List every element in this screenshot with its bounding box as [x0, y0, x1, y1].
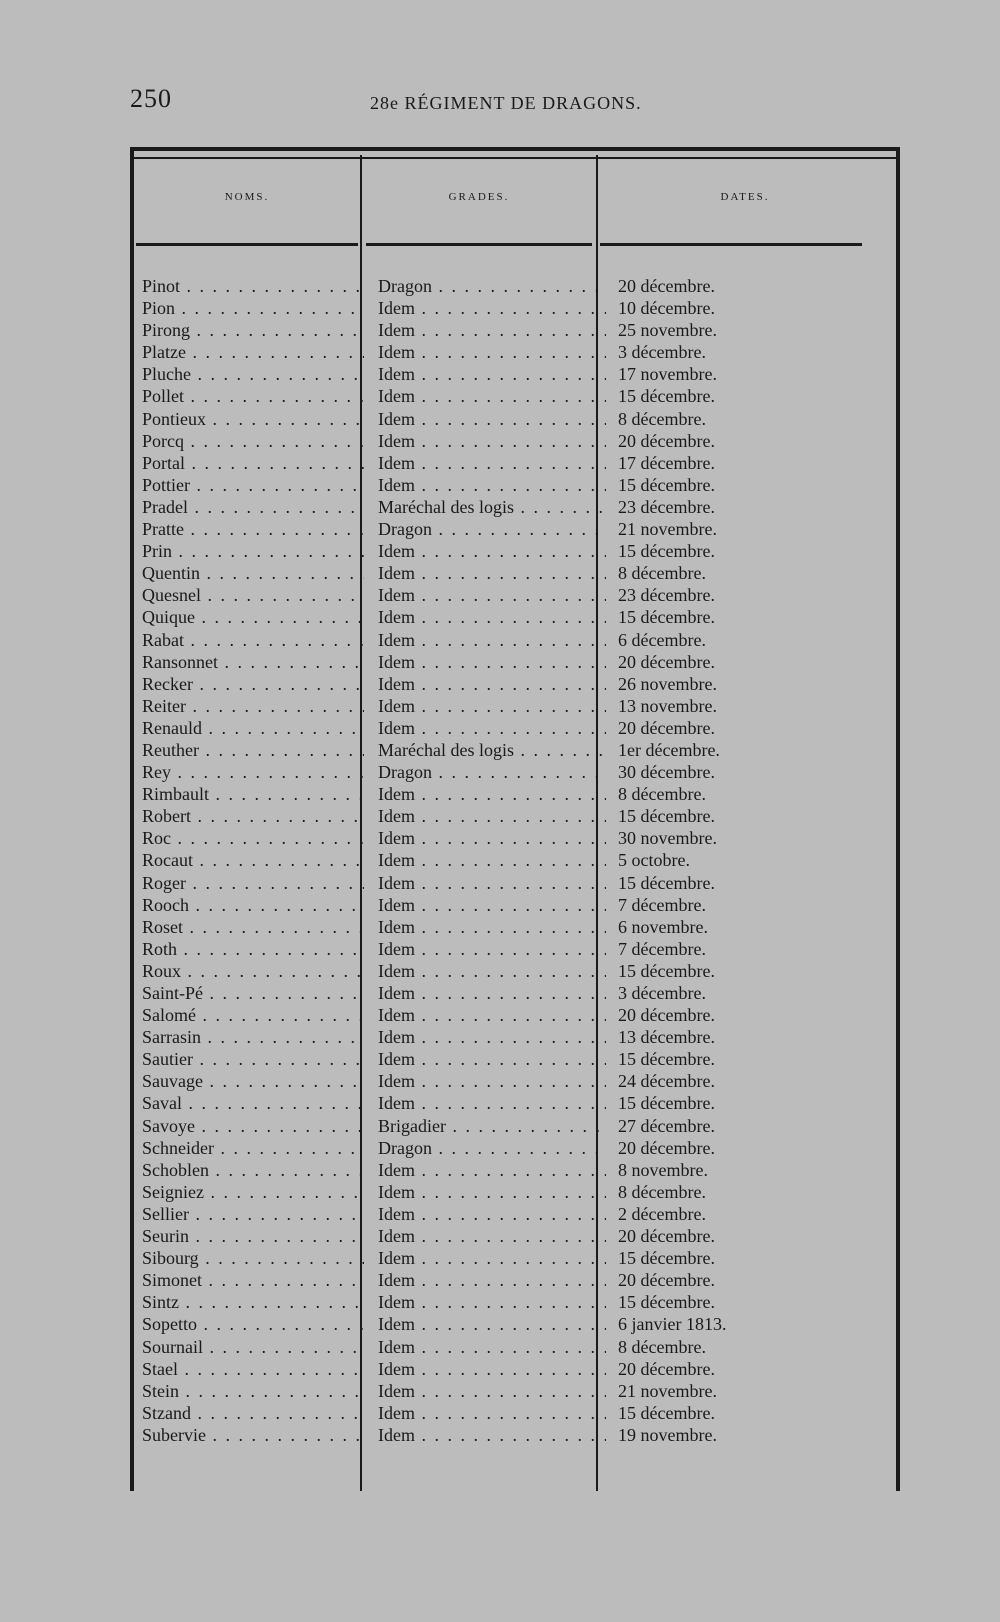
- grade-cell: Idem . . .: [378, 606, 606, 628]
- name-cell: Roth . . .: [142, 938, 364, 960]
- table-row: [134, 606, 896, 628]
- table-row: [134, 761, 896, 783]
- table-row: [134, 651, 896, 673]
- table-row: [134, 363, 896, 385]
- grade-cell: Idem . . .: [378, 1424, 606, 1446]
- date-cell: 25 novembre.: [618, 320, 717, 341]
- name-cell: Pradel . . .: [142, 496, 364, 518]
- table-row: [134, 1203, 896, 1225]
- date-cell: 15 décembre.: [618, 960, 715, 981]
- name-cell: Saint-Pé . . .: [142, 982, 364, 1004]
- date-cell: 13 novembre.: [618, 695, 717, 716]
- date-cell: 7 décembre.: [618, 894, 706, 915]
- date-cell: 15 décembre.: [618, 1248, 715, 1269]
- table-row: [134, 1225, 896, 1247]
- name-cell: Stael . . .: [142, 1358, 364, 1380]
- name-cell: Quique . . .: [142, 606, 364, 628]
- page-header: [130, 84, 890, 118]
- grade-cell: Idem . . .: [378, 584, 606, 606]
- grade-cell: Idem . . .: [378, 849, 606, 871]
- name-cell: Seigniez . . .: [142, 1181, 364, 1203]
- table-row: [134, 1424, 896, 1446]
- date-cell: 5 octobre.: [618, 850, 690, 871]
- table-row: [134, 960, 896, 982]
- column-header-grades: GRADES.: [448, 191, 510, 203]
- grade-cell: Dragon . . .: [378, 1137, 606, 1159]
- name-cell: Reiter . . .: [142, 695, 364, 717]
- table-row: [134, 717, 896, 739]
- grade-cell: Idem . . .: [378, 1402, 606, 1424]
- table-row: [134, 1181, 896, 1203]
- header-rule: [366, 243, 592, 246]
- date-cell: 6 décembre.: [618, 629, 706, 650]
- date-cell: 3 décembre.: [618, 342, 706, 363]
- date-cell: 6 novembre.: [618, 916, 708, 937]
- grade-cell: Idem . . .: [378, 938, 606, 960]
- date-cell: 21 novembre.: [618, 519, 717, 540]
- grade-cell: Idem . . .: [378, 1380, 606, 1402]
- name-cell: Rimbault . . .: [142, 783, 364, 805]
- date-cell: 7 décembre.: [618, 938, 706, 959]
- table-row: [134, 1313, 896, 1335]
- table-row: [134, 1269, 896, 1291]
- grade-cell: Idem . . .: [378, 827, 606, 849]
- name-cell: Pluche . . .: [142, 363, 364, 385]
- grade-cell: Idem . . .: [378, 916, 606, 938]
- date-cell: 15 décembre.: [618, 607, 715, 628]
- header-rule: [136, 243, 358, 246]
- table-row: [134, 474, 896, 496]
- table-row: [134, 1115, 896, 1137]
- grade-cell: Dragon . . .: [378, 518, 606, 540]
- name-cell: Subervie . . .: [142, 1424, 364, 1446]
- grade-cell: Idem . . .: [378, 1092, 606, 1114]
- name-cell: Sopetto . . .: [142, 1313, 364, 1335]
- name-cell: Stzand . . .: [142, 1402, 364, 1424]
- table-top-rule: [134, 157, 896, 159]
- grade-cell: Idem . . .: [378, 1247, 606, 1269]
- grade-cell: Maréchal des logis . . .: [378, 739, 606, 761]
- date-cell: 8 novembre.: [618, 1159, 708, 1180]
- name-cell: Porcq . . .: [142, 430, 364, 452]
- table-row: [134, 739, 896, 761]
- date-cell: 8 décembre.: [618, 1336, 706, 1357]
- grade-cell: Idem . . .: [378, 629, 606, 651]
- table-row: [134, 1358, 896, 1380]
- date-cell: 20 décembre.: [618, 1137, 715, 1158]
- grade-cell: Idem . . .: [378, 1004, 606, 1026]
- name-cell: Quentin . . .: [142, 562, 364, 584]
- grade-cell: Idem . . .: [378, 872, 606, 894]
- grade-cell: Idem . . .: [378, 1026, 606, 1048]
- grade-cell: Idem . . .: [378, 1159, 606, 1181]
- table-row: [134, 385, 896, 407]
- date-cell: 8 décembre.: [618, 1181, 706, 1202]
- name-cell: Schneider . . .: [142, 1137, 364, 1159]
- date-cell: 3 décembre.: [618, 983, 706, 1003]
- grade-cell: Dragon . . .: [378, 761, 606, 783]
- table-row: [134, 430, 896, 452]
- table-row: [134, 805, 896, 827]
- date-cell: 20 décembre.: [618, 1358, 715, 1379]
- table-row: [134, 584, 896, 606]
- name-cell: Stein . . .: [142, 1380, 364, 1402]
- table-row: [134, 982, 896, 1004]
- date-cell: 20 décembre.: [618, 717, 715, 738]
- table-row: [134, 849, 896, 871]
- grade-cell: Idem . . .: [378, 1225, 606, 1247]
- date-cell: 15 décembre.: [618, 474, 715, 495]
- name-cell: Portal . . .: [142, 452, 364, 474]
- grade-cell: Idem . . .: [378, 1336, 606, 1358]
- name-cell: Robert . . .: [142, 805, 364, 827]
- date-cell: 23 décembre.: [618, 496, 715, 517]
- name-cell: Rabat . . .: [142, 629, 364, 651]
- column-header-noms: NOMS.: [224, 191, 270, 203]
- grade-cell: Idem . . .: [378, 1181, 606, 1203]
- name-cell: Recker . . .: [142, 673, 364, 695]
- name-cell: Sibourg . . .: [142, 1247, 364, 1269]
- name-cell: Ransonnet . . .: [142, 651, 364, 673]
- date-cell: 2 décembre.: [618, 1203, 706, 1224]
- name-cell: Pinot . . .: [142, 275, 364, 297]
- table-row: [134, 1004, 896, 1026]
- date-cell: 8 décembre.: [618, 563, 706, 584]
- date-cell: 8 décembre.: [618, 784, 706, 805]
- column-header-dates: DATES.: [720, 191, 770, 203]
- name-cell: Sauvage . . .: [142, 1070, 364, 1092]
- table-row: [134, 894, 896, 916]
- date-cell: 27 décembre.: [618, 1115, 715, 1136]
- date-cell: 6 janvier 1813.: [618, 1314, 727, 1335]
- grade-cell: Idem . . .: [378, 695, 606, 717]
- table-row: [134, 1159, 896, 1181]
- date-cell: 10 décembre.: [618, 298, 715, 319]
- table-row: [134, 297, 896, 319]
- table-row: [134, 827, 896, 849]
- name-cell: Rooch . . .: [142, 894, 364, 916]
- date-cell: 21 novembre.: [618, 1380, 717, 1401]
- table-row: [134, 540, 896, 562]
- grade-cell: Idem . . .: [378, 805, 606, 827]
- table-row: [134, 673, 896, 695]
- date-cell: 8 décembre.: [618, 408, 706, 429]
- table-row: [134, 1137, 896, 1159]
- table-row: [134, 275, 896, 297]
- table-row: [134, 783, 896, 805]
- date-cell: 15 décembre.: [618, 386, 715, 407]
- grade-cell: Idem . . .: [378, 1203, 606, 1225]
- table-row: [134, 1048, 896, 1070]
- date-cell: 15 décembre.: [618, 1093, 715, 1114]
- date-cell: 15 décembre.: [618, 541, 715, 562]
- table-row: [134, 408, 896, 430]
- grade-cell: Idem . . .: [378, 319, 606, 341]
- grade-cell: Idem . . .: [378, 783, 606, 805]
- grade-cell: Dragon . . .: [378, 275, 606, 297]
- name-cell: Sarrasin . . .: [142, 1026, 364, 1048]
- grade-cell: Idem . . .: [378, 1313, 606, 1335]
- table-row: [134, 496, 896, 518]
- grade-cell: Idem . . .: [378, 562, 606, 584]
- name-cell: Pirong . . .: [142, 319, 364, 341]
- date-cell: 15 décembre.: [618, 872, 715, 893]
- grade-cell: Idem . . .: [378, 385, 606, 407]
- date-cell: 15 décembre.: [618, 1402, 715, 1423]
- name-cell: Rey . . .: [142, 761, 364, 783]
- grade-cell: Idem . . .: [378, 982, 606, 1004]
- table-row: [134, 1402, 896, 1424]
- name-cell: Roset . . .: [142, 916, 364, 938]
- date-cell: 23 décembre.: [618, 585, 715, 606]
- name-cell: Pion . . .: [142, 297, 364, 319]
- date-cell: 19 novembre.: [618, 1424, 717, 1445]
- name-cell: Pottier . . .: [142, 474, 364, 496]
- table-row: [134, 1092, 896, 1114]
- name-cell: Roc . . .: [142, 827, 364, 849]
- table-row: [134, 1380, 896, 1402]
- date-cell: 15 décembre.: [618, 806, 715, 827]
- name-cell: Reuther . . .: [142, 739, 364, 761]
- table-row: [134, 1336, 896, 1358]
- name-cell: Savoye . . .: [142, 1115, 364, 1137]
- grade-cell: Idem . . .: [378, 673, 606, 695]
- date-cell: 26 novembre.: [618, 673, 717, 694]
- table-row: [134, 319, 896, 341]
- date-cell: 20 décembre.: [618, 651, 715, 672]
- grade-cell: Idem . . .: [378, 1269, 606, 1291]
- name-cell: Salomé . . .: [142, 1004, 364, 1026]
- date-cell: 17 décembre.: [618, 452, 715, 473]
- date-cell: 20 décembre.: [618, 276, 715, 296]
- grade-cell: Idem . . .: [378, 1291, 606, 1313]
- table-row: [134, 1291, 896, 1313]
- name-cell: Roux . . .: [142, 960, 364, 982]
- grade-cell: Idem . . .: [378, 1358, 606, 1380]
- grade-cell: Idem . . .: [378, 651, 606, 673]
- date-cell: 24 décembre.: [618, 1071, 715, 1092]
- table-row: [134, 938, 896, 960]
- name-cell: Renauld . . .: [142, 717, 364, 739]
- name-cell: Pratte . . .: [142, 518, 364, 540]
- name-cell: Sellier . . .: [142, 1203, 364, 1225]
- page-number: 250: [130, 84, 172, 113]
- name-cell: Prin . . .: [142, 540, 364, 562]
- date-cell: 15 décembre.: [618, 1292, 715, 1313]
- name-cell: Quesnel . . .: [142, 584, 364, 606]
- table-row: [134, 452, 896, 474]
- grade-cell: Idem . . .: [378, 452, 606, 474]
- table-row: [134, 916, 896, 938]
- grade-cell: Idem . . .: [378, 297, 606, 319]
- grade-cell: Idem . . .: [378, 1070, 606, 1092]
- table-row: [134, 872, 896, 894]
- name-cell: Sournail . . .: [142, 1336, 364, 1358]
- date-cell: 17 novembre.: [618, 364, 717, 385]
- date-cell: 1er décembre.: [618, 739, 720, 760]
- name-cell: Platze . . .: [142, 341, 364, 363]
- name-cell: Saval . . .: [142, 1092, 364, 1114]
- table-row: [134, 518, 896, 540]
- grade-cell: Idem . . .: [378, 363, 606, 385]
- grade-cell: Idem . . .: [378, 430, 606, 452]
- date-cell: 20 décembre.: [618, 1226, 715, 1247]
- table-row: [134, 341, 896, 363]
- name-cell: Roger . . .: [142, 872, 364, 894]
- date-cell: 30 novembre.: [618, 828, 717, 849]
- grade-cell: Brigadier . . .: [378, 1115, 606, 1137]
- date-cell: 30 décembre.: [618, 762, 715, 783]
- date-cell: 13 décembre.: [618, 1027, 715, 1048]
- date-cell: 20 décembre.: [618, 1270, 715, 1291]
- table-body: [134, 275, 896, 1446]
- grade-cell: Idem . . .: [378, 1048, 606, 1070]
- table-row: [134, 562, 896, 584]
- date-cell: 15 décembre.: [618, 1049, 715, 1070]
- name-cell: Simonet . . .: [142, 1269, 364, 1291]
- table-row: [134, 695, 896, 717]
- grade-cell: Maréchal des logis . . .: [378, 496, 606, 518]
- grade-cell: Idem . . .: [378, 540, 606, 562]
- name-cell: Pontieux . . .: [142, 408, 364, 430]
- grade-cell: Idem . . .: [378, 408, 606, 430]
- name-cell: Sintz . . .: [142, 1291, 364, 1313]
- grade-cell: Idem . . .: [378, 894, 606, 916]
- date-cell: 20 décembre.: [618, 430, 715, 451]
- name-cell: Pollet . . .: [142, 385, 364, 407]
- grade-cell: Idem . . .: [378, 341, 606, 363]
- name-cell: Rocaut . . .: [142, 849, 364, 871]
- name-cell: Seurin . . .: [142, 1225, 364, 1247]
- grade-cell: Idem . . .: [378, 960, 606, 982]
- table-row: [134, 1026, 896, 1048]
- table-row: [134, 629, 896, 651]
- date-cell: 20 décembre.: [618, 1005, 715, 1026]
- name-cell: Schoblen . . .: [142, 1159, 364, 1181]
- grade-cell: Idem . . .: [378, 717, 606, 739]
- table-row: [134, 1070, 896, 1092]
- table-row: [134, 1247, 896, 1269]
- running-title: 28e RÉGIMENT DE DRAGONS.: [370, 93, 642, 113]
- header-rule: [600, 243, 862, 246]
- grade-cell: Idem . . .: [378, 474, 606, 496]
- register-table: [130, 147, 900, 1491]
- name-cell: Sautier . . .: [142, 1048, 364, 1070]
